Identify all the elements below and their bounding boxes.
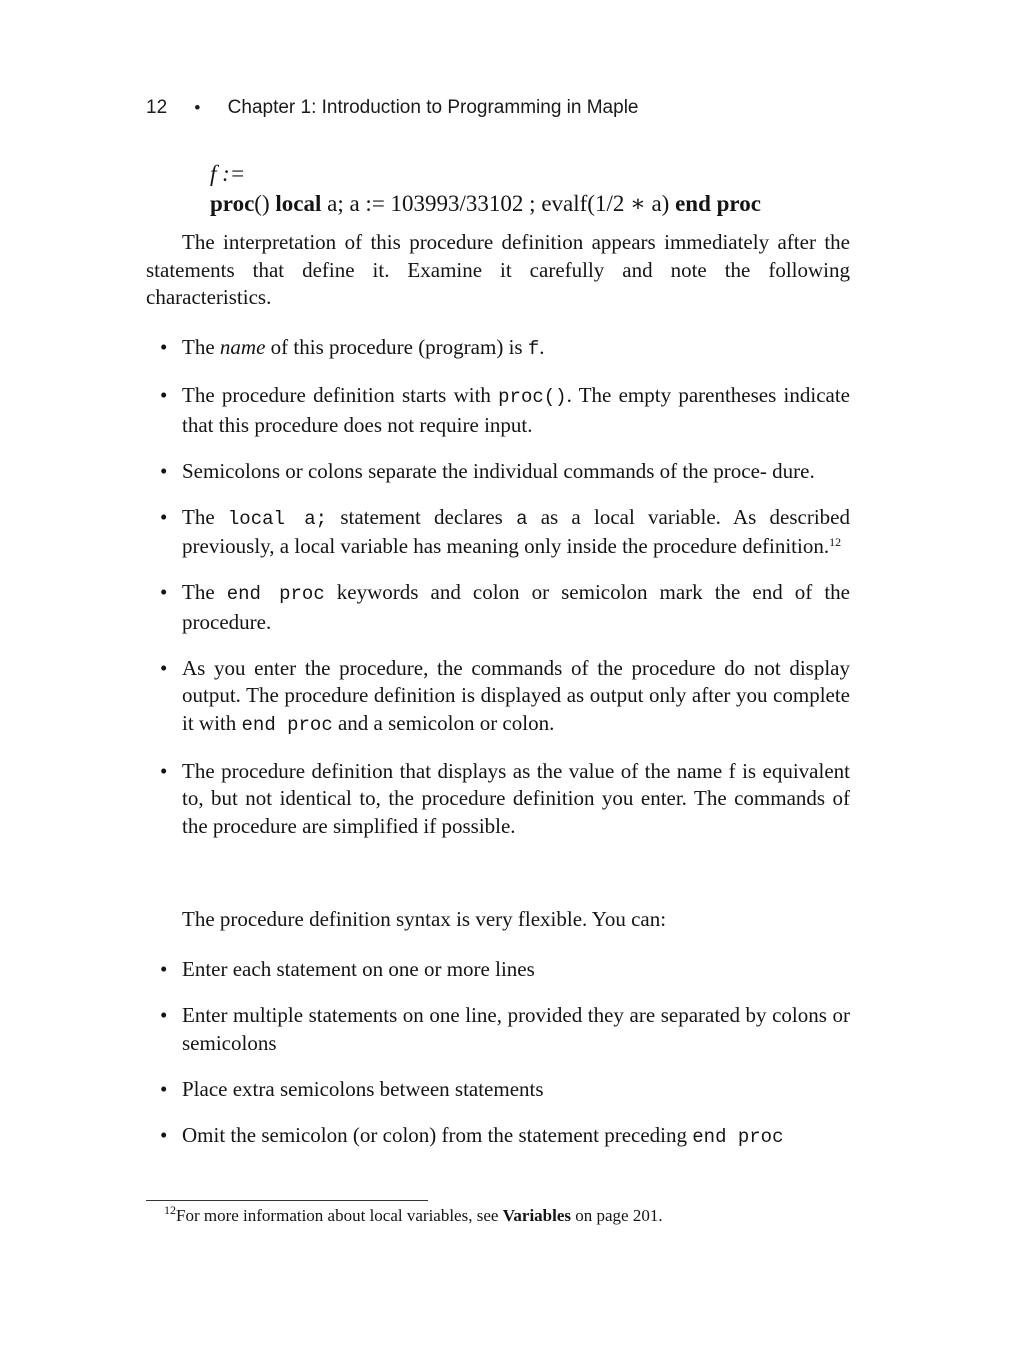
inline-code: end proc xyxy=(241,713,333,736)
chapter-title: Chapter 1: Introduction to Programming in Maple xyxy=(227,97,639,118)
list-item: • Enter each statement on one or more lines xyxy=(160,957,535,981)
list-item: • The procedure definition starts with proc(). The empty parentheses indicate that this procedure does not require input. xyxy=(160,383,850,437)
list-item: • Omit the semicolon (or colon) from the statement preceding end proc xyxy=(160,1122,784,1148)
emphasis: name xyxy=(219,335,266,359)
flex-paragraph: The procedure definition syntax is very flexible. You can: xyxy=(182,907,667,931)
intro-paragraph: The interpretation of this procedure definition appears immediately after the statements that define it. Examine it carefully and note the following characteristics. xyxy=(146,230,850,309)
proc-parens: () xyxy=(254,191,270,216)
footnote-mark: 12 xyxy=(164,1203,176,1217)
list-item: • The end proc keywords and colon or semicolon mark the end of the procedure. xyxy=(160,580,850,634)
header-separator: • xyxy=(194,98,201,117)
inline-code: end proc xyxy=(692,1125,784,1148)
list-item: • Place extra semicolons between statements xyxy=(160,1076,544,1101)
inline-code: end proc xyxy=(226,583,325,605)
code-display-line-2 xyxy=(210,191,761,217)
list-item: • The procedure definition that displays as the value of the name f is equivalent to, but not identical to, the procedure definition you enter. The commands of the procedure are simplified if possible. xyxy=(160,758,850,838)
list-item: • As you enter the procedure, the commands of the procedure do not display output. The procedure definition is displayed as output only after you complete it with end proc and a semicolon or colon. xyxy=(160,655,850,736)
inline-code: a xyxy=(516,507,528,530)
flexibility-list xyxy=(146,956,850,1170)
list-item: • Enter multiple statements on one line, provided they are separated by colons or semicolons xyxy=(160,1003,850,1055)
code-display-line-1: f := xyxy=(210,161,246,186)
local-keyword: local xyxy=(275,191,322,216)
inline-code: proc() xyxy=(498,386,567,408)
page-number: 12 xyxy=(146,97,168,118)
footnote-ref[interactable]: 12 xyxy=(829,535,842,549)
characteristics-list xyxy=(146,334,850,859)
inline-code: f xyxy=(527,338,540,360)
end-proc-keyword: end proc xyxy=(675,191,761,216)
proc-keyword: proc xyxy=(210,191,255,216)
footnote-divider xyxy=(146,1200,428,1201)
procedure-body: a; a := 103993/33102 ; evalf(1/2 ∗ a) xyxy=(327,191,670,216)
footnote: $^{12}$For more information about local variables, see Variables on page 201. xyxy=(164,1203,663,1225)
list-item: • The local a; statement declares a as a local variable. As described previously, a local variable has meaning only inside the procedure definition.$^{12}$ xyxy=(160,504,851,558)
inline-code: local a; xyxy=(227,507,328,530)
list-item: • The name of this procedure (program) is f. xyxy=(160,335,545,360)
running-header xyxy=(146,97,638,119)
footnote-link[interactable]: Variables xyxy=(502,1206,572,1225)
list-item: • Semicolons or colons separate the individual commands of the proce- dure. xyxy=(160,458,815,483)
